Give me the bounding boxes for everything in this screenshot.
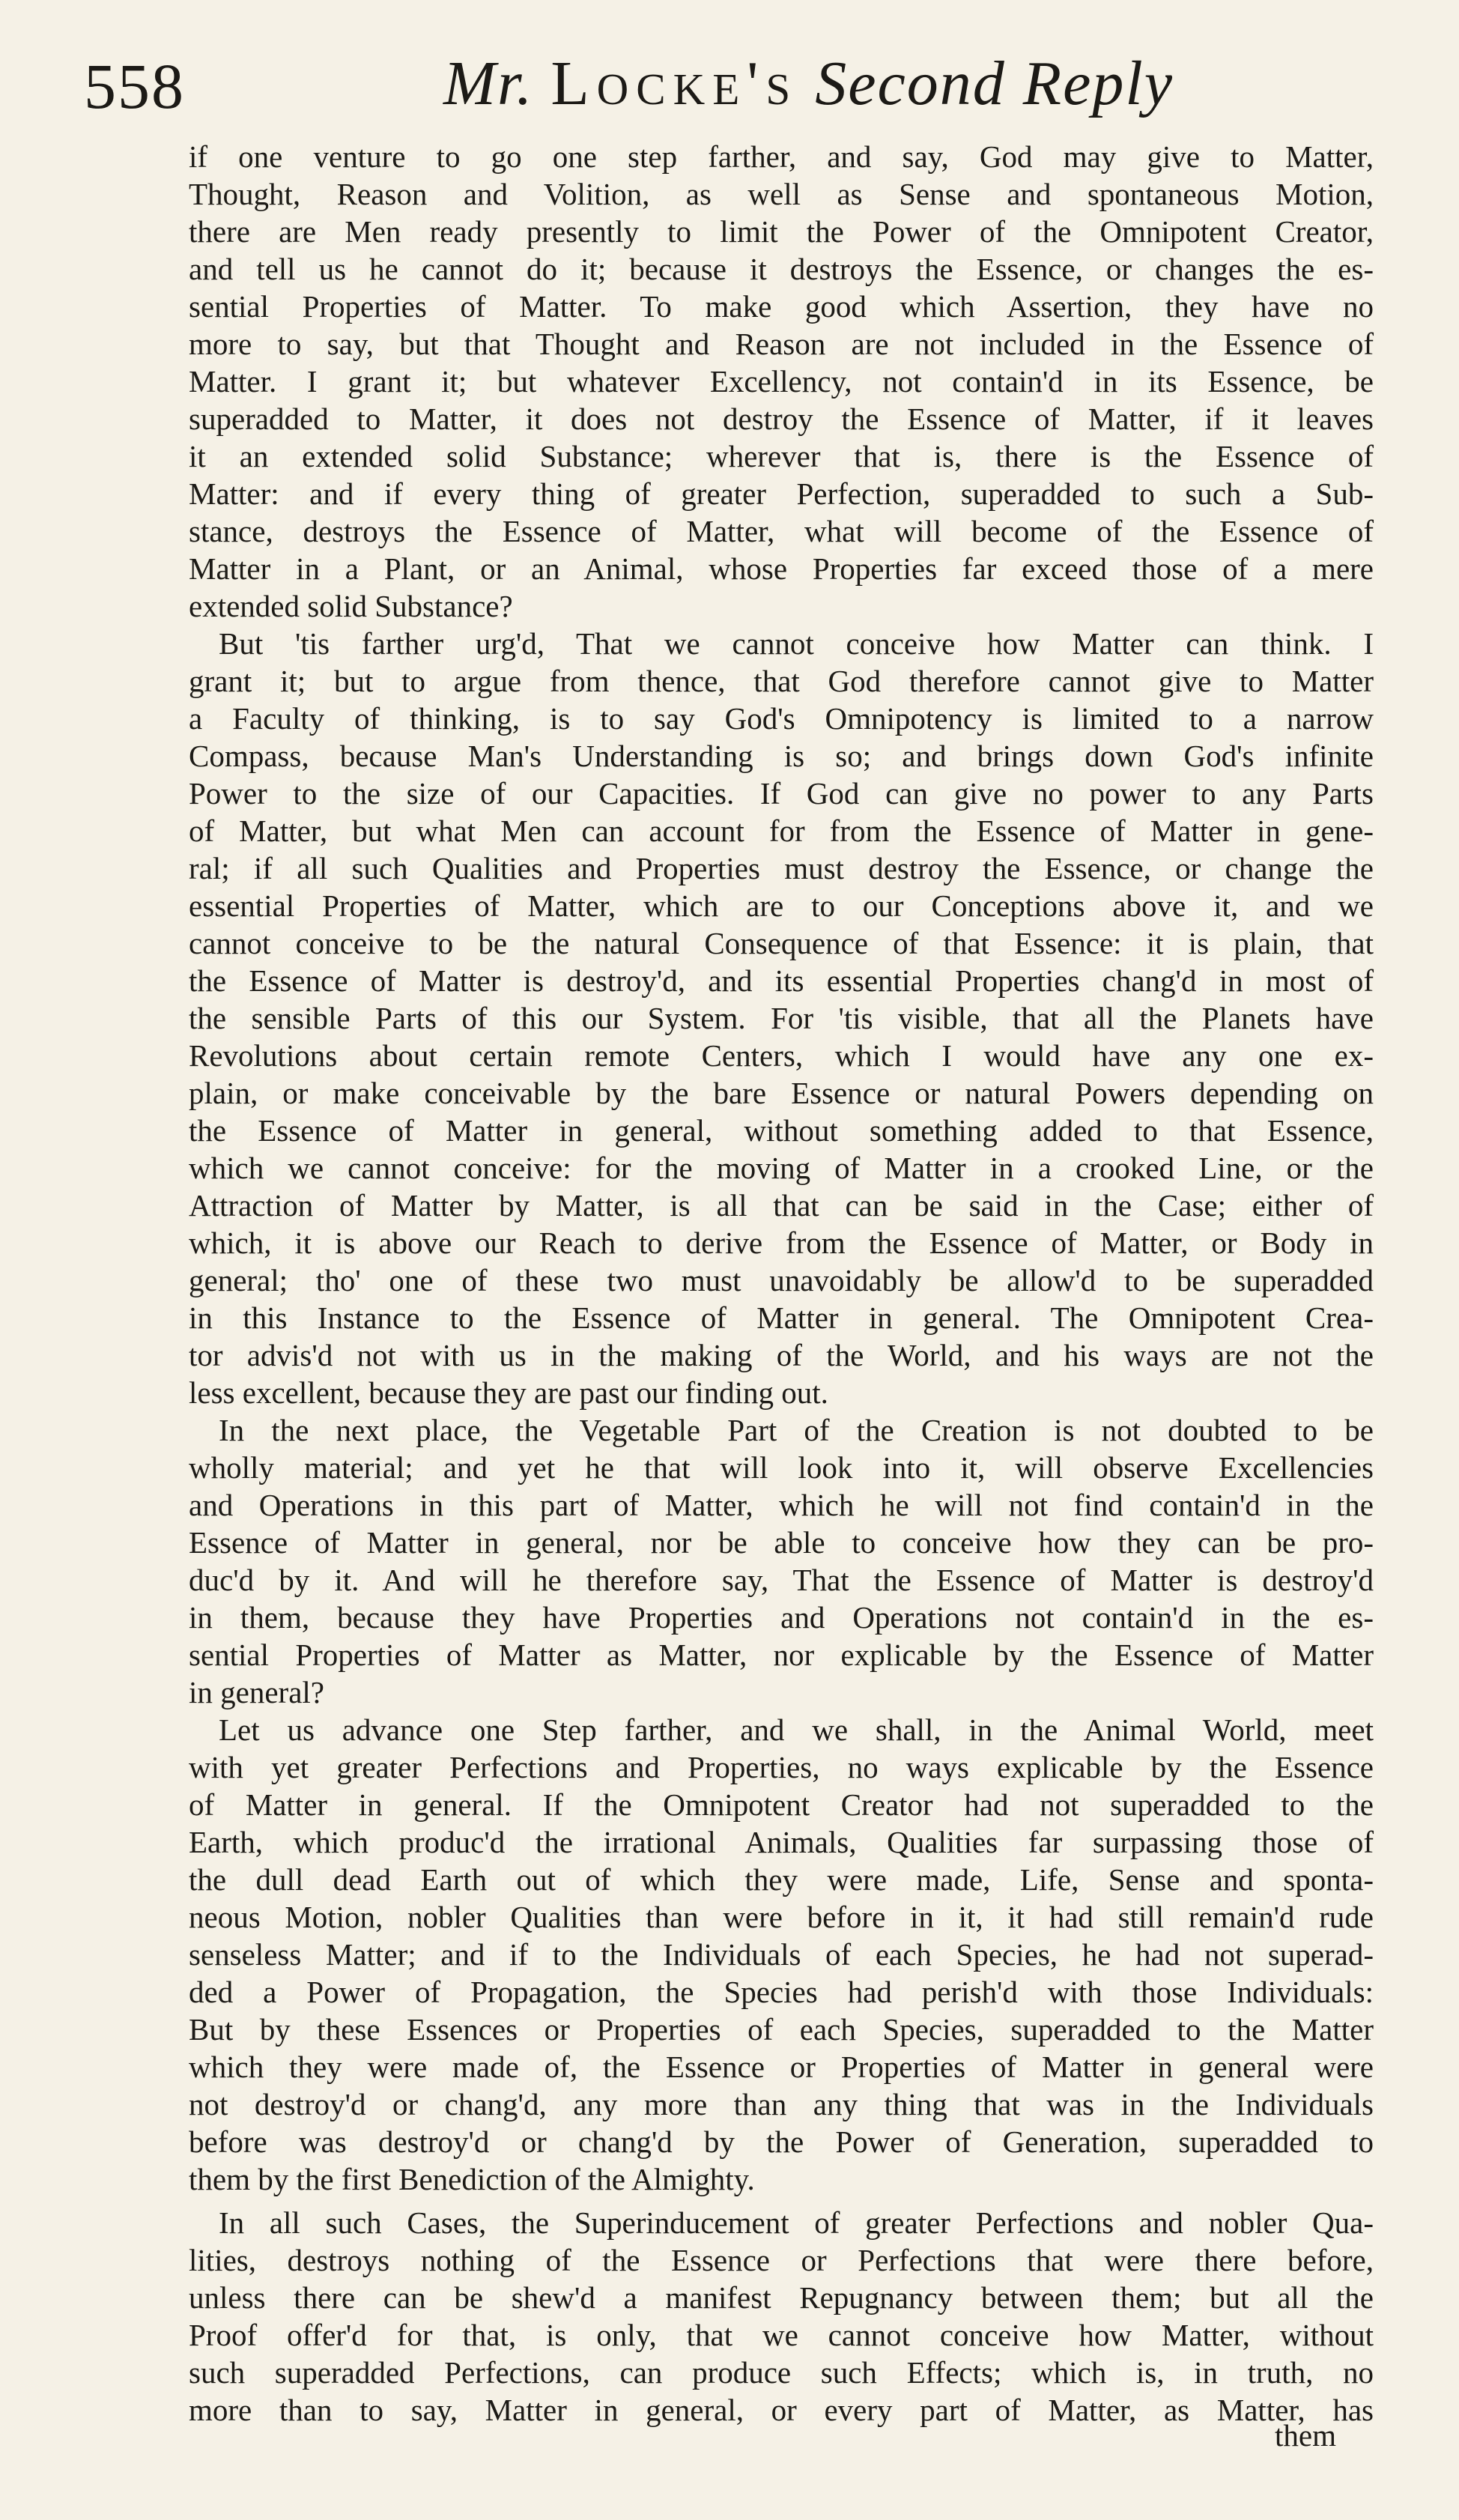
- text-line: Attraction of Matter by Matter, is all that can be said in the Case; either of: [189, 1188, 1374, 1223]
- running-title: [443, 49, 1174, 118]
- paragraph: [189, 2204, 1374, 2429]
- text-line: grant it; but to argue from thence, that God therefore cannot give to Matter: [189, 664, 1374, 698]
- text-line: sential Properties of Matter. To make good which Assertion, they have no: [189, 289, 1374, 324]
- text-line: Power to the size of our Capacities. If God can give no power to any Parts: [189, 776, 1374, 811]
- running-title-prefix: Mr.: [443, 49, 551, 118]
- text-line: plain, or make conceivable by the bare Essence or natural Powers depending on: [189, 1076, 1374, 1110]
- text-line: duc'd by it. And will he therefore say, That the Essence of Matter is destroy'd: [189, 1563, 1374, 1597]
- running-title-name: Locke's: [550, 49, 798, 118]
- running-title-suffix: Second Reply: [798, 49, 1174, 118]
- text-line: the Essence of Matter is destroy'd, and its essential Properties chang'd in most of: [189, 963, 1374, 998]
- text-line: In the next place, the Vegetable Part of the Creation is not doubted to be: [219, 1413, 1374, 1447]
- text-line: and tell us he cannot do it; because it destroys the Essence, or changes the es-: [189, 252, 1374, 286]
- text-line: essential Properties of Matter, which are to our Conceptions above it, and we: [189, 888, 1374, 923]
- text-line: of Matter in general. If the Omnipotent Creator had not superadded to the: [189, 1787, 1374, 1822]
- text-line: less excellent, because they are past our finding out.: [189, 1375, 828, 1410]
- text-line: lities, destroys nothing of the Essence or Perfections that were there before,: [189, 2243, 1374, 2277]
- text-line: stance, destroys the Essence of Matter, what will become of the Essence of: [189, 514, 1374, 548]
- text-line: tor advis'd not with us in the making of the World, and his ways are not the: [189, 1338, 1374, 1372]
- text-line: sential Properties of Matter as Matter, nor explicable by the Essence of Matter: [189, 1638, 1374, 1672]
- text-line: Compass, because Man's Understanding is so; and brings down God's infinite: [189, 739, 1374, 773]
- text-line: such superadded Perfections, can produce such Effects; which is, in truth, no: [189, 2355, 1374, 2390]
- text-line: the dull dead Earth out of which they were made, Life, Sense and sponta-: [189, 1862, 1374, 1897]
- text-line: with yet greater Perfections and Properties, no ways explicable by the Essence: [189, 1750, 1374, 1784]
- text-line: senseless Matter; and if to the Individuals of each Species, he had not superad-: [189, 1937, 1374, 1972]
- text-line: and Operations in this part of Matter, which he will not find contain'd in the: [189, 1488, 1374, 1522]
- text-line: Revolutions about certain remote Centers, which I would have any one ex-: [189, 1038, 1374, 1073]
- text-line: Proof offer'd for that, is only, that we cannot conceive how Matter, without: [189, 2318, 1374, 2352]
- text-line: a Faculty of thinking, is to say God's Omnipotency is limited to a narrow: [189, 701, 1374, 736]
- text-line: ral; if all such Qualities and Properties must destroy the Essence, or change the: [189, 851, 1374, 885]
- text-line: more to say, but that Thought and Reason are not included in the Essence of: [189, 327, 1374, 361]
- text-line: if one venture to go one step farther, and say, God may give to Matter,: [189, 139, 1374, 174]
- catchword: them: [1275, 2418, 1336, 2453]
- text-line: of Matter, but what Men can account for from the Essence of Matter in gene-: [189, 814, 1374, 848]
- text-line: more than to say, Matter in general, or every part of Matter, as Matter, has: [189, 2393, 1374, 2427]
- body-text: [189, 138, 1374, 2429]
- text-line: not destroy'd or chang'd, any more than any thing that was in the Individuals: [189, 2087, 1374, 2121]
- text-line: Let us advance one Step farther, and we shall, in the Animal World, meet: [219, 1712, 1374, 1747]
- text-line: the Essence of Matter in general, without something added to that Essence,: [189, 1113, 1374, 1148]
- text-line: which we cannot conceive: for the moving of Matter in a crooked Line, or the: [189, 1151, 1374, 1185]
- text-line: in this Instance to the Essence of Matter in general. The Omnipotent Crea-: [189, 1300, 1374, 1335]
- text-line: But by these Essences or Properties of each Species, superadded to the Matter: [189, 2012, 1374, 2047]
- text-line: before was destroy'd or chang'd by the Power of Generation, superadded to: [189, 2124, 1374, 2159]
- text-line: general; tho' one of these two must unavoidably be allow'd to be superadded: [189, 1263, 1374, 1297]
- text-line: Matter: and if every thing of greater Perfection, superadded to such a Sub-: [189, 476, 1374, 511]
- text-line: wholly material; and yet he that will look into it, will observe Excellencies: [189, 1450, 1374, 1485]
- text-line: extended solid Substance?: [189, 589, 513, 623]
- running-head: [84, 46, 1177, 144]
- text-line: in general?: [189, 1675, 324, 1709]
- paragraph: [189, 625, 1374, 1411]
- page-number: 558: [84, 50, 185, 122]
- text-line: But 'tis farther urg'd, That we cannot conceive how Matter can think. I: [219, 626, 1374, 661]
- text-line: it an extended solid Substance; wherever that is, there is the Essence of: [189, 439, 1374, 473]
- text-line: the sensible Parts of this our System. For 'tis visible, that all the Planets have: [189, 1001, 1374, 1035]
- text-line: in them, because they have Properties and Operations not contain'd in the es-: [189, 1600, 1374, 1635]
- text-line: there are Men ready presently to limit the Power of the Omnipotent Creator,: [189, 214, 1374, 249]
- text-line: Matter. I grant it; but whatever Excellency, not contain'd in its Essence, be: [189, 364, 1374, 399]
- text-line: Thought, Reason and Volition, as well as Sense and spontaneous Motion,: [189, 177, 1374, 211]
- text-line: unless there can be shew'd a manifest Repugnancy between them; but all the: [189, 2280, 1374, 2315]
- text-line: cannot conceive to be the natural Consequence of that Essence: it is plain, that: [189, 926, 1374, 960]
- paragraph: [189, 1711, 1374, 2198]
- text-line: which they were made of, the Essence or Properties of Matter in general were: [189, 2050, 1374, 2084]
- text-line: Matter in a Plant, or an Animal, whose Properties far exceed those of a mere: [189, 551, 1374, 586]
- text-line: superadded to Matter, it does not destroy the Essence of Matter, if it leaves: [189, 402, 1374, 436]
- text-line: Essence of Matter in general, nor be able to conceive how they can be pro-: [189, 1525, 1374, 1560]
- text-line: neous Motion, nobler Qualities than were before in it, it had still remain'd rude: [189, 1900, 1374, 1934]
- text-line: them by the first Benediction of the Almighty.: [189, 2162, 755, 2196]
- text-line: In all such Cases, the Superinducement of greater Perfections and nobler Qua-: [219, 2205, 1374, 2240]
- paragraph: [189, 138, 1374, 625]
- text-line: Earth, which produc'd the irrational Animals, Qualities far surpassing those of: [189, 1825, 1374, 1859]
- paragraph: [189, 1411, 1374, 1711]
- text-line: ded a Power of Propagation, the Species had perish'd with those Individuals:: [189, 1975, 1374, 2009]
- text-line: which, it is above our Reach to derive from the Essence of Matter, or Body in: [189, 1226, 1374, 1260]
